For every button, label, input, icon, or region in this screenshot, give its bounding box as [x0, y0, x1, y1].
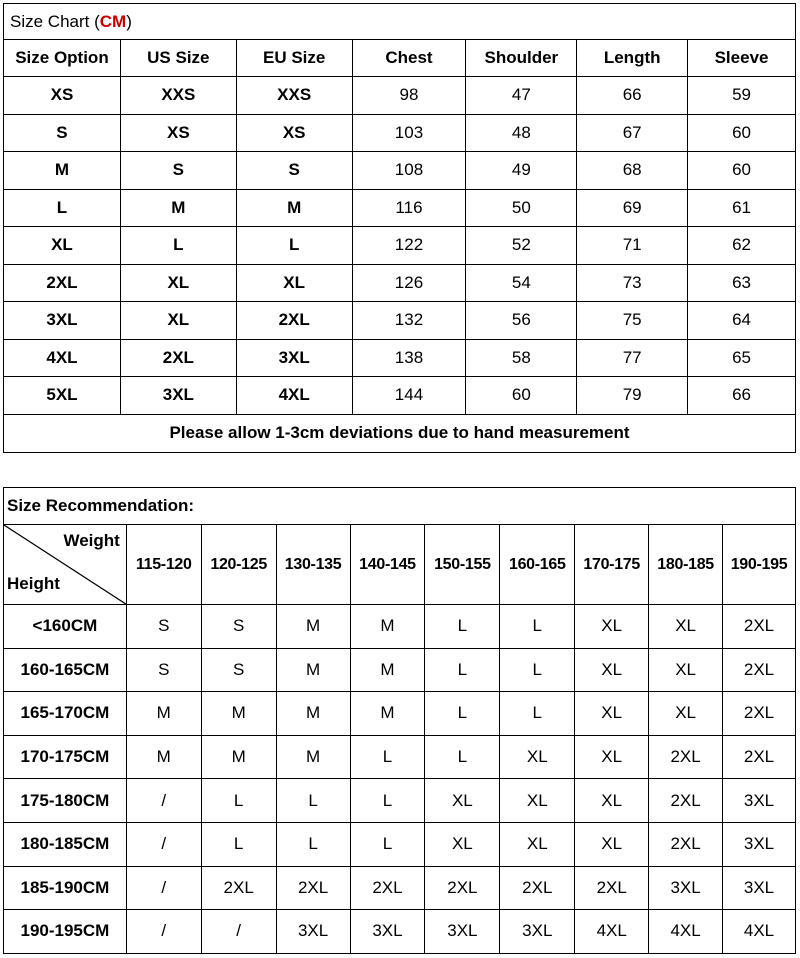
size-chart-cell: 56 [466, 302, 577, 340]
size-chart-cell: 60 [466, 377, 577, 415]
height-label-cell: 170-175CM [4, 735, 127, 779]
size-chart-cell: L [4, 189, 121, 227]
size-chart-cell: 66 [688, 377, 796, 415]
recommended-size-cell: / [126, 822, 201, 866]
recommended-size-cell: XL [500, 822, 575, 866]
size-chart-cell: 2XL [120, 339, 236, 377]
size-chart-body [4, 77, 796, 415]
recommended-size-cell: 3XL [723, 779, 796, 823]
size-chart-cell: XS [120, 114, 236, 152]
size-recommendation-body [4, 605, 796, 954]
size-chart-cell: 138 [352, 339, 466, 377]
size-chart-row [4, 189, 796, 227]
size-chart-cell: XL [4, 227, 121, 265]
size-chart-cell: 50 [466, 189, 577, 227]
size-chart-cell: 103 [352, 114, 466, 152]
recommended-size-cell: S [126, 605, 201, 649]
recommended-size-cell: XL [575, 822, 649, 866]
size-chart-cell: S [120, 152, 236, 190]
recommended-size-cell: 2XL [723, 692, 796, 736]
size-chart-cell: S [4, 114, 121, 152]
size-chart-cell: 77 [577, 339, 688, 377]
recommended-size-cell: M [126, 735, 201, 779]
recommended-size-cell: M [276, 692, 350, 736]
weight-axis-label: Weight [63, 531, 120, 550]
recommended-size-cell: L [276, 822, 350, 866]
recommended-size-cell: XL [425, 779, 500, 823]
size-chart-cell: 62 [688, 227, 796, 265]
size-chart-cell: 66 [577, 77, 688, 115]
size-chart-cell: 61 [688, 189, 796, 227]
weight-header-cell: 150-155 [425, 525, 500, 605]
recommended-size-cell: 2XL [575, 866, 649, 910]
height-axis-label: Height [7, 574, 60, 593]
recommendation-row [4, 648, 796, 692]
size-chart-unit: CM [99, 11, 127, 31]
size-chart-row [4, 339, 796, 377]
recommended-size-cell: XL [649, 692, 723, 736]
size-chart-header-cell: Chest [352, 40, 466, 77]
recommended-size-cell: 2XL [500, 866, 575, 910]
recommended-size-cell: 3XL [723, 822, 796, 866]
recommended-size-cell: L [500, 648, 575, 692]
size-chart-cell: S [236, 152, 352, 190]
recommended-size-cell: 3XL [425, 910, 500, 954]
size-chart-cell: 65 [688, 339, 796, 377]
recommendation-row [4, 735, 796, 779]
corner-header [4, 525, 127, 605]
recommended-size-cell: M [350, 692, 425, 736]
size-chart-cell: 116 [352, 189, 466, 227]
size-chart-cell: 3XL [4, 302, 121, 340]
size-chart-cell: 122 [352, 227, 466, 265]
size-chart-row [4, 227, 796, 265]
size-chart-cell: XL [120, 264, 236, 302]
weight-header-row [4, 525, 796, 605]
recommended-size-cell: 2XL [723, 648, 796, 692]
recommended-size-cell: M [350, 648, 425, 692]
size-chart-cell: 2XL [4, 264, 121, 302]
size-chart-header-cell: Length [577, 40, 688, 77]
size-chart-cell: XS [236, 114, 352, 152]
size-chart-cell: 75 [577, 302, 688, 340]
recommended-size-cell: XL [649, 648, 723, 692]
recommended-size-cell: L [425, 648, 500, 692]
size-chart-header-cell: Sleeve [688, 40, 796, 77]
size-chart-row [4, 302, 796, 340]
recommendation-row [4, 779, 796, 823]
recommended-size-cell: L [276, 779, 350, 823]
size-chart-cell: 68 [577, 152, 688, 190]
recommended-size-cell: 2XL [723, 735, 796, 779]
recommended-size-cell: S [126, 648, 201, 692]
recommendation-row [4, 692, 796, 736]
measurement-note: Please allow 1-3cm deviations due to hand measurement [4, 414, 796, 452]
size-chart-cell: 108 [352, 152, 466, 190]
size-chart-cell: L [236, 227, 352, 265]
size-chart-header-row [4, 40, 796, 77]
recommended-size-cell: L [201, 822, 276, 866]
size-chart-cell: 5XL [4, 377, 121, 415]
weight-header-cell: 190-195 [723, 525, 796, 605]
weight-header-cell: 115-120 [126, 525, 201, 605]
weight-header-cell: 130-135 [276, 525, 350, 605]
size-chart-row [4, 114, 796, 152]
recommended-size-cell: XL [425, 822, 500, 866]
recommended-size-cell: M [276, 648, 350, 692]
size-chart-cell: 4XL [4, 339, 121, 377]
recommended-size-cell: S [201, 648, 276, 692]
recommended-size-cell: L [201, 779, 276, 823]
recommended-size-cell: 3XL [350, 910, 425, 954]
size-chart-cell: 58 [466, 339, 577, 377]
size-chart-cell: XS [4, 77, 121, 115]
height-label-cell: <160CM [4, 605, 127, 649]
recommended-size-cell: M [350, 605, 425, 649]
size-chart-cell: M [4, 152, 121, 190]
size-chart-cell: 73 [577, 264, 688, 302]
size-chart-cell: M [236, 189, 352, 227]
size-chart-cell: 63 [688, 264, 796, 302]
recommended-size-cell: M [276, 605, 350, 649]
size-chart-cell: 48 [466, 114, 577, 152]
recommended-size-cell: L [350, 779, 425, 823]
size-chart-cell: L [120, 227, 236, 265]
weight-header-cell: 120-125 [201, 525, 276, 605]
recommended-size-cell: XL [575, 779, 649, 823]
size-chart-table [3, 3, 796, 453]
size-chart-cell: 126 [352, 264, 466, 302]
recommended-size-cell: 3XL [649, 866, 723, 910]
size-chart-title: Size Chart (CM) [4, 4, 796, 40]
recommended-size-cell: 2XL [649, 735, 723, 779]
recommended-size-cell: 3XL [500, 910, 575, 954]
size-chart-cell: 49 [466, 152, 577, 190]
size-chart-row [4, 77, 796, 115]
recommended-size-cell: L [500, 692, 575, 736]
size-chart-cell: 4XL [236, 377, 352, 415]
height-label-cell: 165-170CM [4, 692, 127, 736]
recommended-size-cell: XL [575, 648, 649, 692]
size-chart-row [4, 152, 796, 190]
size-chart-cell: 67 [577, 114, 688, 152]
recommendation-row [4, 866, 796, 910]
size-chart-cell: 52 [466, 227, 577, 265]
size-recommendation-title: Size Recommendation: [4, 488, 796, 525]
size-chart-cell: 79 [577, 377, 688, 415]
recommended-size-cell: 2XL [649, 822, 723, 866]
recommended-size-cell: 3XL [276, 910, 350, 954]
size-chart-cell: 3XL [120, 377, 236, 415]
recommended-size-cell: XL [649, 605, 723, 649]
size-chart-cell: 3XL [236, 339, 352, 377]
size-chart-cell: M [120, 189, 236, 227]
recommended-size-cell: / [126, 866, 201, 910]
recommended-size-cell: L [350, 822, 425, 866]
recommended-size-cell: 2XL [425, 866, 500, 910]
recommended-size-cell: XL [575, 735, 649, 779]
size-chart-header-cell: EU Size [236, 40, 352, 77]
size-chart-header-cell: US Size [120, 40, 236, 77]
size-chart-cell: 60 [688, 152, 796, 190]
recommended-size-cell: M [201, 735, 276, 779]
size-chart-cell: 59 [688, 77, 796, 115]
recommended-size-cell: M [276, 735, 350, 779]
weight-header-cell: 140-145 [350, 525, 425, 605]
recommended-size-cell: L [425, 735, 500, 779]
recommended-size-cell: 2XL [201, 866, 276, 910]
recommended-size-cell: L [425, 605, 500, 649]
size-chart-cell: 64 [688, 302, 796, 340]
recommended-size-cell: 2XL [350, 866, 425, 910]
weight-header-cell: 170-175 [575, 525, 649, 605]
recommended-size-cell: 2XL [276, 866, 350, 910]
size-chart-cell: 54 [466, 264, 577, 302]
size-recommendation-table [3, 487, 796, 954]
size-chart-cell: 60 [688, 114, 796, 152]
size-chart-cell: 144 [352, 377, 466, 415]
recommended-size-cell: M [126, 692, 201, 736]
height-label-cell: 180-185CM [4, 822, 127, 866]
recommended-size-cell: 4XL [723, 910, 796, 954]
recommended-size-cell: XL [575, 692, 649, 736]
size-chart-cell: 69 [577, 189, 688, 227]
height-label-cell: 175-180CM [4, 779, 127, 823]
size-chart-cell: XL [120, 302, 236, 340]
size-chart-row [4, 264, 796, 302]
size-chart-cell: XXS [236, 77, 352, 115]
size-chart-cell: 132 [352, 302, 466, 340]
weight-header-cell: 180-185 [649, 525, 723, 605]
recommended-size-cell: XL [575, 605, 649, 649]
size-chart-cell: 47 [466, 77, 577, 115]
size-chart-cell: 71 [577, 227, 688, 265]
height-label-cell: 160-165CM [4, 648, 127, 692]
size-chart-cell: 2XL [236, 302, 352, 340]
recommended-size-cell: S [201, 605, 276, 649]
recommended-size-cell: L [500, 605, 575, 649]
recommendation-row [4, 605, 796, 649]
height-label-cell: 185-190CM [4, 866, 127, 910]
size-chart-header-cell: Size Option [4, 40, 121, 77]
recommendation-row [4, 822, 796, 866]
recommended-size-cell: / [126, 779, 201, 823]
size-chart-cell: 98 [352, 77, 466, 115]
recommended-size-cell: 2XL [649, 779, 723, 823]
height-label-cell: 190-195CM [4, 910, 127, 954]
recommended-size-cell: 3XL [723, 866, 796, 910]
recommended-size-cell: M [201, 692, 276, 736]
recommended-size-cell: L [425, 692, 500, 736]
recommended-size-cell: / [126, 910, 201, 954]
size-chart-row [4, 377, 796, 415]
weight-header-cell: 160-165 [500, 525, 575, 605]
size-chart-cell: XL [236, 264, 352, 302]
recommended-size-cell: / [201, 910, 276, 954]
recommended-size-cell: L [350, 735, 425, 779]
recommended-size-cell: 2XL [723, 605, 796, 649]
size-chart-cell: XXS [120, 77, 236, 115]
size-chart-header-cell: Shoulder [466, 40, 577, 77]
recommended-size-cell: 4XL [649, 910, 723, 954]
recommended-size-cell: XL [500, 735, 575, 779]
recommended-size-cell: XL [500, 779, 575, 823]
recommended-size-cell: 4XL [575, 910, 649, 954]
recommendation-row [4, 910, 796, 954]
